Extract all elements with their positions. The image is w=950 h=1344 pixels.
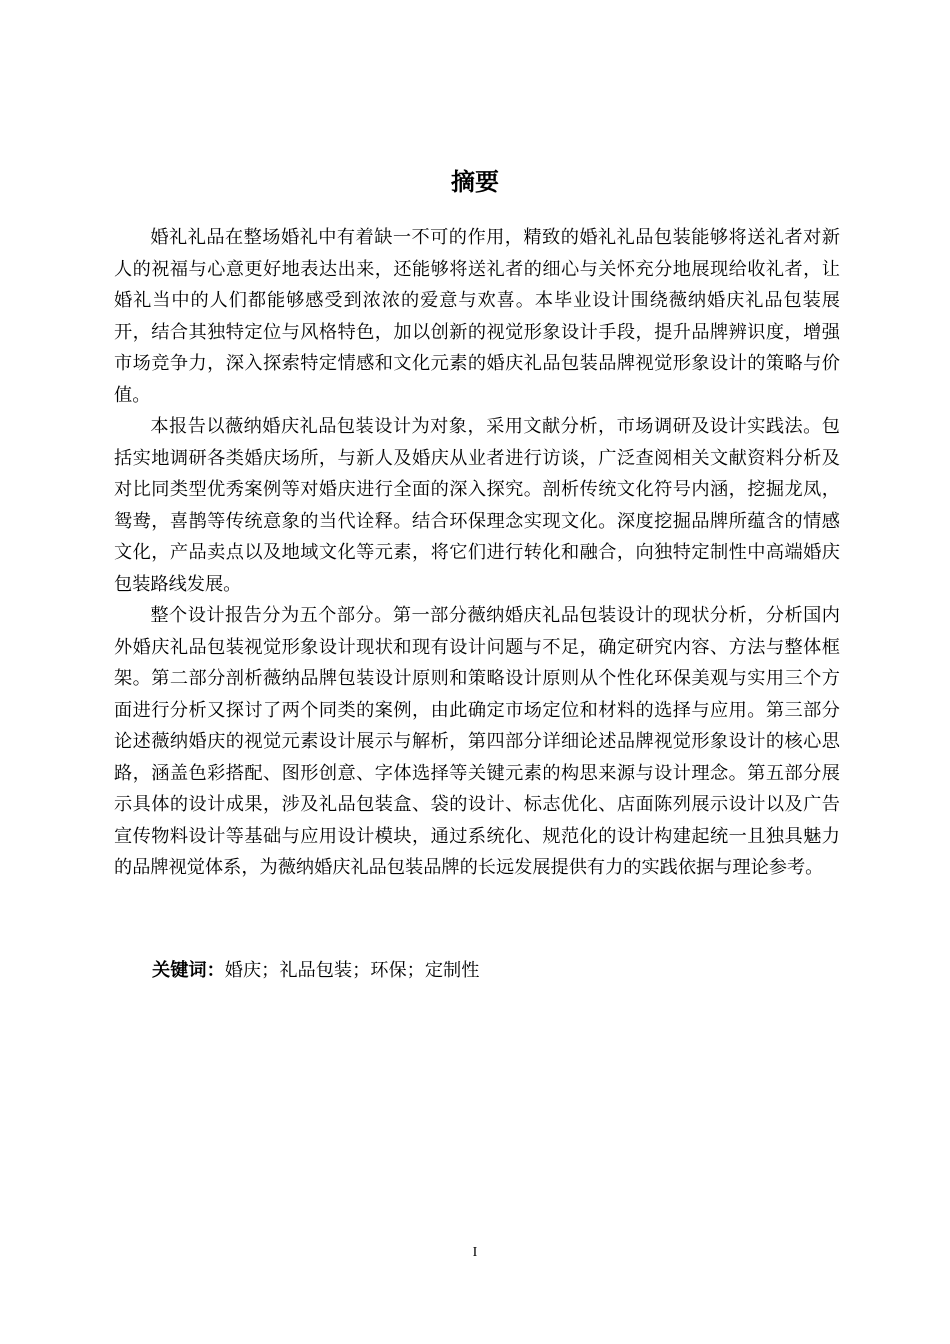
page-title: 摘要 [451, 168, 499, 196]
keywords-line [152, 955, 479, 987]
keywords-value: 婚庆；礼品包装；环保；定制性 [224, 960, 480, 981]
abstract-paragraph-1: 婚礼礼品在整场婚礼中有着缺一不可的作用，精致的婚礼礼品包装能够将送礼者对新人的祝福与心意更好地表达出来，还能够将送礼者的细心与关怀充分地展现给收礼者，让婚礼当中的人们都能够感受到浓浓的爱意与欢喜。本毕业设计围绕薇纳婚庆礼品包装展开，结合其独特定位与风格特色，加以创新的视觉形象设计手段，提升品牌辨识度，增强市场竞争力，深入探索特定情感和文化元素的婚庆礼品包装品牌视觉形象设计的策略与价值。 [114, 227, 840, 406]
page-number: I [472, 1245, 478, 1260]
abstract-paragraph-2: 本报告以薇纳婚庆礼品包装设计为对象，采用文献分析，市场调研及设计实践法。包括实地调研各类婚庆场所，与新人及婚庆从业者进行访谈，广泛查阅相关文献资料分析及对比同类型优秀案例等对婚庆进行全面的深入探究。剖析传统文化符号内涵，挖掘龙凤，鸳鸯，喜鹊等传统意象的当代诠释。结合环保理念实现文化。深度挖掘品牌所蕴含的情感文化，产品卖点以及地域文化等元素，将它们进行转化和融合，向独特定制性中高端婚庆包装路线发展。 [114, 416, 840, 595]
keywords-label: 关键词： [152, 960, 225, 981]
abstract-paragraph-3: 整个设计报告分为五个部分。第一部分薇纳婚庆礼品包装设计的现状分析，分析国内外婚庆礼品包装视觉形象设计现状和现有设计问题与不足，确定研究内容、方法与整体框架。第二部分剖析薇纳品牌包装设计原则和策略设计原则从个性化环保美观与实用三个方面进行分析又探讨了两个同类的案例，由此确定市场定位和材料的选择与应用。第三部分论述薇纳婚庆的视觉元素设计展示与解析，第四部分详细论述品牌视觉形象设计的核心思路，涵盖色彩搭配、图形创意、字体选择等关键元素的构思来源与设计理念。第五部分展示具体的设计成果，涉及礼品包装盒、袋的设计、标志优化、店面陈列展示设计以及广告宣传物料设计等基础与应用设计模块，通过系统化、规范化的设计构建起统一且独具魅力的品牌视觉体系，为薇纳婚庆礼品包装品牌的长远发展提供有力的实践依据与理论参考。 [114, 605, 840, 878]
abstract-body [114, 222, 840, 884]
